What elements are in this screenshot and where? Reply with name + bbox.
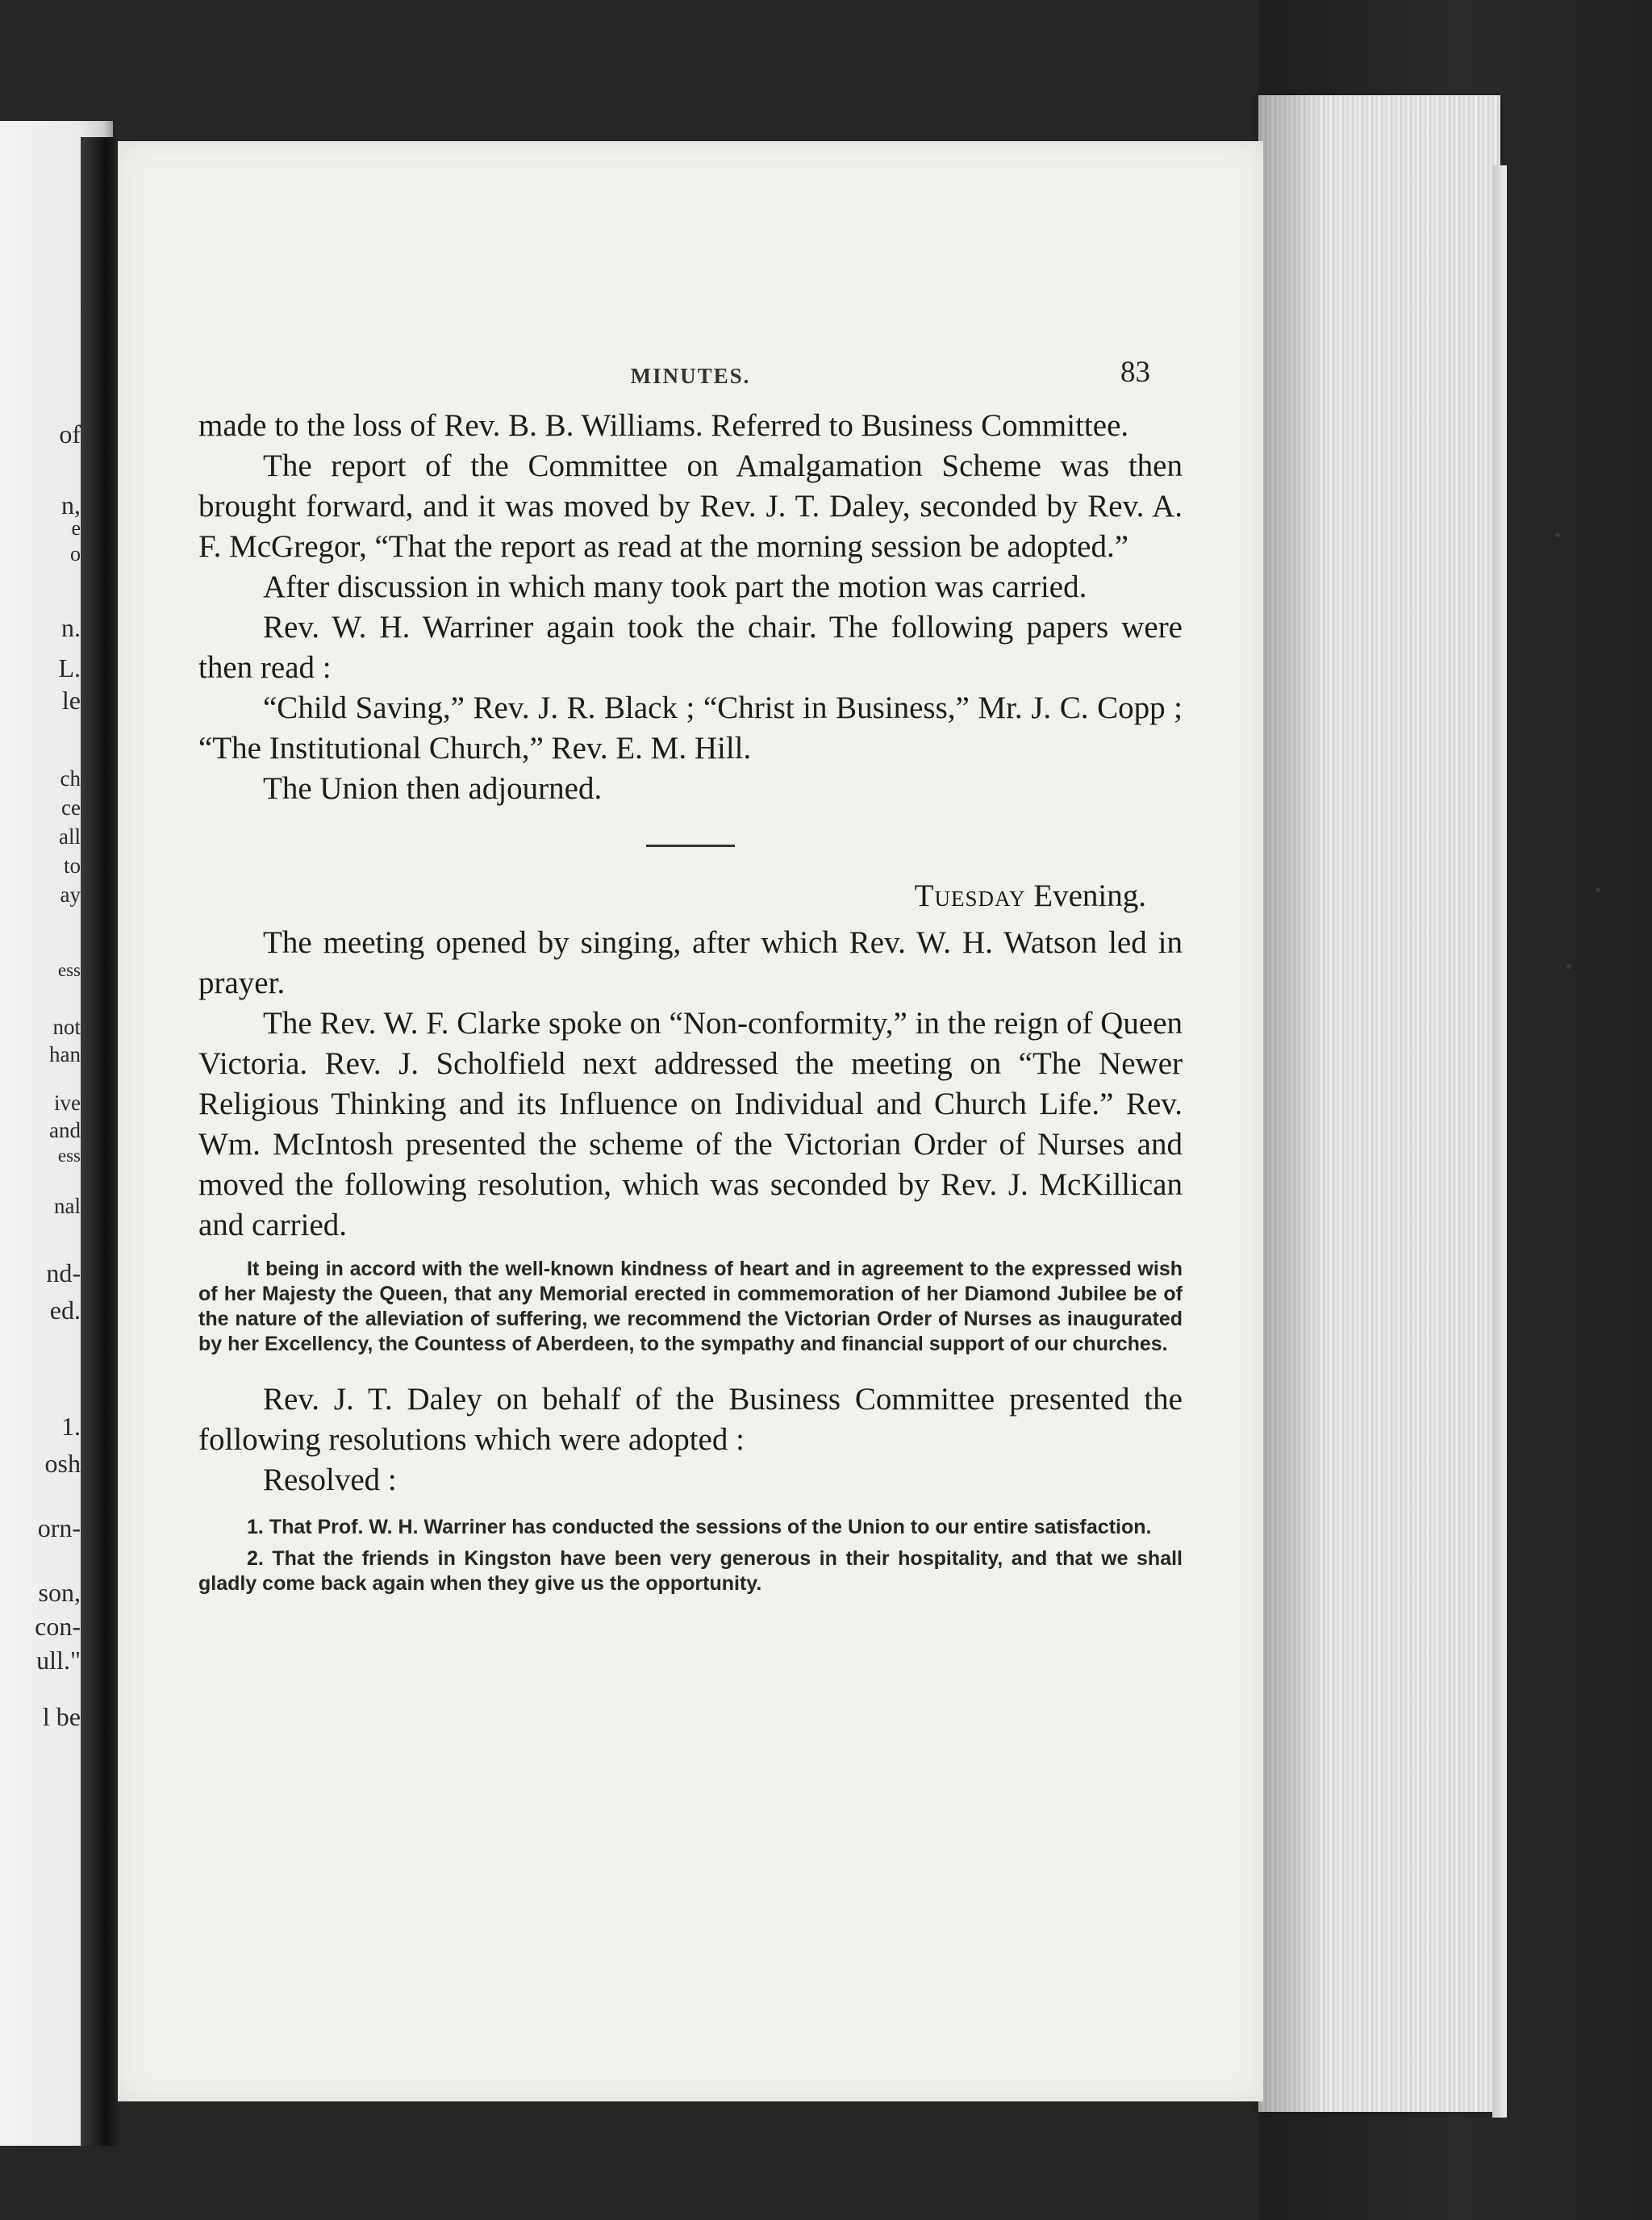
paragraph: After discussion in which many took part the motion was carried. xyxy=(263,570,1087,604)
book-gutter xyxy=(81,137,123,2146)
numbered-resolution: 1. That Prof. W. H. Warriner has conducted the sessions of the Union to our entire satisfaction. xyxy=(247,1516,1152,1538)
left-fragment: nal xyxy=(54,1194,81,1218)
scan-speck xyxy=(1596,887,1600,892)
paragraph: Rev. J. T. Daley on behalf of the Business Committee presented the following resolutions which were adopted : xyxy=(198,1382,1183,1457)
paragraph: The Rev. W. F. Clarke spoke on “Non-conformity,” in the reign of Queen Victoria. Rev. J. Scholfield next addressed the meeting on “The Newer Religious Thinking and its Influence on Individual and Church Life.” Rev. Wm. McIntosh presented the scheme of the Victorian Order of Nurses and moved the following resolution, which was seconded by Rev. J. McKillican and carried. xyxy=(198,1006,1183,1242)
section-heading-rest: Evening. xyxy=(1025,878,1146,913)
right-edge-strip xyxy=(1492,165,1507,2118)
left-fragment: ed. xyxy=(49,1296,81,1325)
left-fragment: ay xyxy=(60,883,81,907)
left-fragment: e xyxy=(71,516,81,540)
left-fragment: to xyxy=(63,853,81,878)
left-fragment: ull." xyxy=(36,1646,81,1675)
left-fragment: n, xyxy=(61,490,81,520)
left-fragment: ess xyxy=(57,1145,81,1166)
page-header xyxy=(198,353,1183,401)
paragraph: “Child Saving,” Rev. J. R. Black ; “Christ in Business,” Mr. J. C. Copp ; “The Institutional Church,” Rev. E. M. Hill. xyxy=(198,691,1183,766)
left-fragment: nd- xyxy=(46,1258,81,1287)
page-number: 83 xyxy=(1120,356,1150,389)
section-heading-day: Tuesday xyxy=(914,878,1026,913)
left-fragment: ess xyxy=(57,960,81,980)
paragraph: The report of the Committee on Amalgamation Scheme was then brought forward, and it was moved by Rev. J. T. Daley, seconded by Rev. A. F. McGregor, “That the report as read at the morning session be adopted.” xyxy=(198,449,1183,564)
left-fragment: ive xyxy=(54,1091,81,1115)
paragraph: The Union then adjourned. xyxy=(263,771,603,806)
left-fragment: not xyxy=(52,1015,81,1039)
section-heading xyxy=(198,876,1146,916)
page-edges-shade xyxy=(1258,95,1323,2112)
running-head: MINUTES. xyxy=(630,364,751,388)
resolution-text: It being in accord with the well-known kindness of heart and in agreement to the expressed wish of her Majesty the Queen, that any Memorial erected in commemoration of her Diamond Jubilee be of the nature of the alleviation of suffering, we recommend the Victorian Order of Nurses as inaugurated by her Excellency, the Countess of Aberdeen, to the sympathy and financial support of our churches. xyxy=(198,1258,1183,1355)
left-fragment: of xyxy=(59,419,81,449)
left-fragment: n. xyxy=(61,613,81,642)
left-fragment: l be xyxy=(42,1702,81,1731)
numbered-resolution: 2. That the friends in Kingston have been very generous in their hospitality, and that we shall gladly come back again when they give us the opportunity. xyxy=(198,1547,1183,1595)
scan-speck xyxy=(1566,964,1571,969)
main-page xyxy=(118,141,1263,2101)
left-fragment: son, xyxy=(38,1578,81,1607)
section-divider xyxy=(646,845,735,847)
left-fragment: osh xyxy=(44,1449,81,1478)
left-fragment: 1. xyxy=(61,1412,81,1441)
resolved-label: Resolved : xyxy=(263,1463,397,1497)
left-fragment: han xyxy=(49,1042,81,1066)
page-text xyxy=(198,353,1183,1603)
left-fragment: all xyxy=(59,824,81,849)
paragraph: made to the loss of Rev. B. B. Williams. Referred to Business Committee. xyxy=(198,408,1129,443)
paragraph: The meeting opened by singing, after which Rev. W. H. Watson led in prayer. xyxy=(198,925,1183,1000)
scan-speck xyxy=(1555,532,1560,537)
left-fragment: o xyxy=(70,542,81,565)
left-fragment: and xyxy=(49,1118,81,1142)
paragraph: Rev. W. H. Warriner again took the chair. The following papers were then read : xyxy=(198,610,1183,685)
left-fragment: L. xyxy=(58,653,81,682)
left-fragment: con- xyxy=(35,1612,81,1641)
left-fragment: ch xyxy=(60,766,81,791)
left-fragment: ce xyxy=(61,795,81,820)
left-fragment: le xyxy=(61,686,81,715)
left-fragment: orn- xyxy=(37,1513,81,1542)
